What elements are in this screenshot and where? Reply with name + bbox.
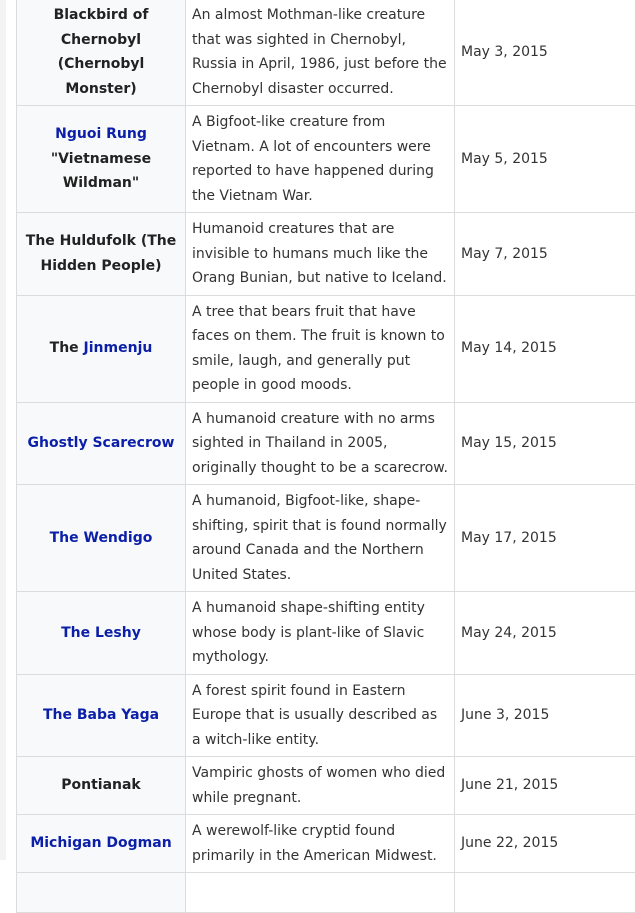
cryptid-description: Vampiric ghosts of women who died while pregnant.	[186, 757, 455, 815]
cryptid-description: A humanoid creature with no arms sighted in Thailand in 2005, originally thought to be a scarecrow.	[186, 402, 455, 485]
cryptid-name-suffix: "Vietnamese Wildman"	[51, 151, 151, 192]
table-row	[17, 815, 635, 873]
cryptid-date: May 24, 2015	[455, 592, 635, 675]
table-row	[17, 873, 635, 913]
cryptid-name-cell	[17, 402, 186, 485]
table-row	[17, 213, 635, 296]
cryptid-name-cell	[17, 106, 186, 213]
table-row	[17, 485, 635, 592]
cryptid-name-cell	[17, 213, 186, 296]
cryptid-table-container	[16, 0, 635, 913]
cryptid-name-text: The Huldufolk (The Hidden People)	[26, 233, 176, 274]
cryptid-name-cell	[17, 674, 186, 757]
cryptid-description	[186, 873, 455, 913]
cryptid-description: A humanoid shape-shifting entity whose body is plant-like of Slavic mythology.	[186, 592, 455, 675]
table-row	[17, 295, 635, 402]
table-row	[17, 402, 635, 485]
cryptid-date: May 15, 2015	[455, 402, 635, 485]
table-row	[17, 106, 635, 213]
page-left-margin	[0, 0, 6, 860]
cryptid-name-link[interactable]: Nguoi Rung	[55, 126, 147, 142]
table-row	[17, 757, 635, 815]
cryptid-date: May 3, 2015	[455, 0, 635, 106]
cryptid-name-text: Blackbird of Chernobyl (Chernobyl Monster)	[54, 7, 149, 97]
cryptid-description: A forest spirit found in Eastern Europe that is usually described as a witch-like entity.	[186, 674, 455, 757]
cryptid-name-text: The	[50, 340, 79, 356]
cryptid-date: June 3, 2015	[455, 674, 635, 757]
cryptid-date: May 7, 2015	[455, 213, 635, 296]
cryptid-name-link[interactable]: Jinmenju	[84, 340, 153, 356]
cryptid-date	[455, 873, 635, 913]
cryptid-description: A werewolf-like cryptid found primarily in the American Midwest.	[186, 815, 455, 873]
cryptid-name-cell	[17, 485, 186, 592]
cryptid-name-link[interactable]: Ghostly Scarecrow	[28, 435, 175, 451]
cryptid-name-link[interactable]: Michigan Dogman	[30, 835, 171, 851]
cryptid-description: A tree that bears fruit that have faces on them. The fruit is known to smile, laugh, and generally put people in good moods.	[186, 295, 455, 402]
cryptid-name-link[interactable]: The Baba Yaga	[43, 707, 159, 723]
cryptid-description: An almost Mothman-like creature that was sighted in Chernobyl, Russia in April, 1986, just before the Chernobyl disaster occurred.	[186, 0, 455, 106]
table-row	[17, 592, 635, 675]
cryptid-name-cell	[17, 815, 186, 873]
cryptid-date: June 22, 2015	[455, 815, 635, 873]
cryptid-name-cell	[17, 873, 186, 913]
cryptid-name-link[interactable]: The Leshy	[61, 625, 141, 641]
cryptid-description: A humanoid, Bigfoot-like, shape-shifting, spirit that is found normally around Canada and the Northern United States.	[186, 485, 455, 592]
cryptid-name-cell	[17, 0, 186, 106]
cryptid-name-text: Pontianak	[61, 777, 141, 793]
cryptid-name-cell	[17, 592, 186, 675]
cryptid-date: May 14, 2015	[455, 295, 635, 402]
cryptid-table-body	[17, 0, 635, 913]
cryptid-name-cell	[17, 757, 186, 815]
table-row	[17, 674, 635, 757]
cryptid-description: Humanoid creatures that are invisible to humans much like the Orang Bunian, but native to Iceland.	[186, 213, 455, 296]
cryptid-name-link[interactable]: The Wendigo	[50, 530, 153, 546]
cryptid-date: May 5, 2015	[455, 106, 635, 213]
cryptid-description: A Bigfoot-like creature from Vietnam. A lot of encounters were reported to have happened during the Vietnam War.	[186, 106, 455, 213]
cryptid-date: May 17, 2015	[455, 485, 635, 592]
cryptid-date: June 21, 2015	[455, 757, 635, 815]
cryptid-table	[16, 0, 635, 913]
cryptid-name-cell	[17, 295, 186, 402]
table-row	[17, 0, 635, 106]
